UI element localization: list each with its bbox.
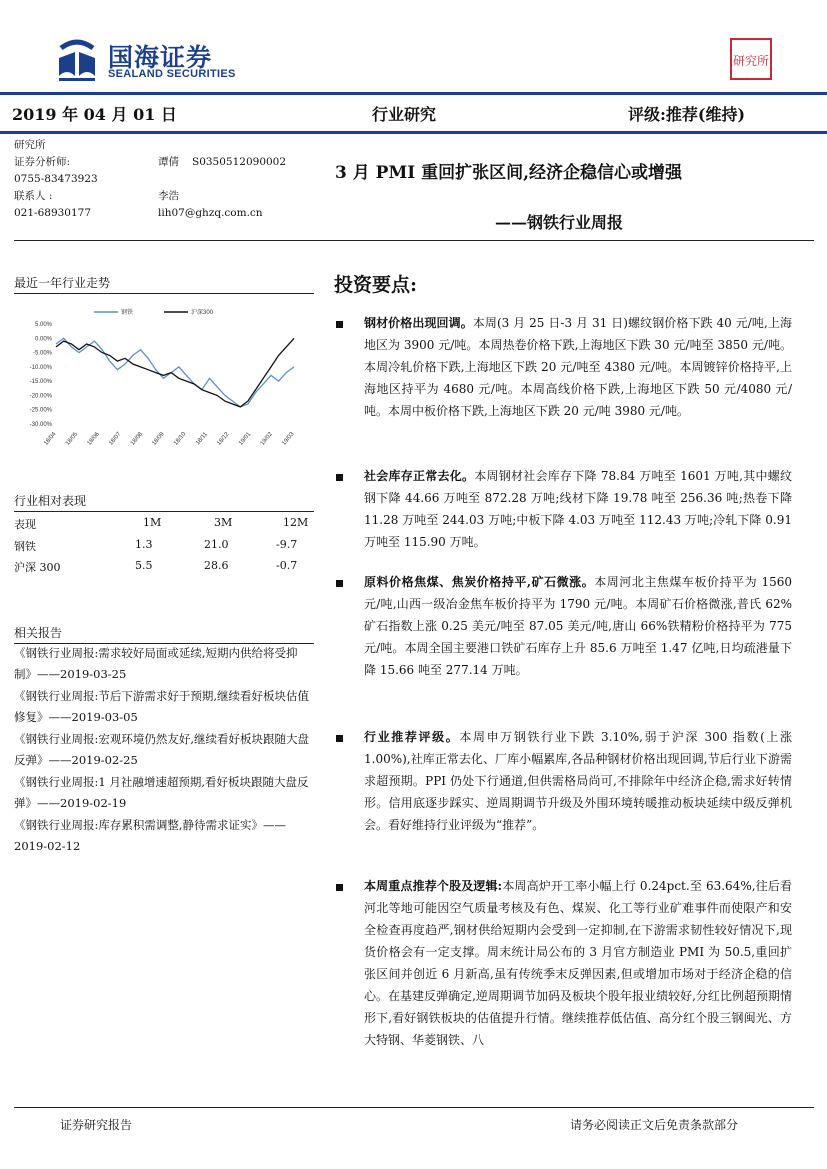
bullet-icon (336, 474, 343, 481)
perf-row-name: 钢铁 (14, 540, 36, 553)
x-tick-label: 18/05 (64, 431, 80, 447)
point-body: 本周高炉开工率小幅上行 0.24pct.至 63.64%,往后看河北等地可能因空气质量考核及有色、煤炭、化工等行业矿难事件而使限产和安全检查再度趋严,钢材供给短期内会受到一定抑制,在下游需求韧性较好情况下,现货价格会有一定支撑。周末统计局公布的 3 月官方制造业 PMI 为 50.5,重回扩张区间并创近 6 月新高,虽有传统季末反弹因素,但或增加市场对于经济企稳的信心。在基建反弹确定,逆周期调节加码及板块个股年报业绩较好,分红比例超预期情形下,看好钢铁板块的估值提升行情。继续推荐低估值、高分红个股三钢闽光、方大特钢、华菱钢铁、八 (364, 879, 792, 1047)
point-body: 本周(3 月 25 日-3 月 31 日)螺纹钢价格下跌 40 元/吨,上海地区为 3900 元/吨。本周热卷价格下跌,上海地区下跌 30 元/吨至 3850 元/吨。本周冷轧价格下跌,上海地区下跌 20 元/吨至 4380 元/吨。本周镀锌价格持平,上海地区持平为 4680 元/吨。本周高线价格下跌,上海地区下跌 50 元/4080 元/吨。本周中板价格下跌,上海地区下跌 20 元/吨 3980 元/吨。 (364, 316, 792, 418)
perf-header-3m: 3M (214, 516, 233, 529)
perf-row-3m: 28.6 (204, 559, 229, 572)
related-item[interactable]: 《钢铁行业周报:1 月社融增速超预期,看好板块跟随大盘反弹》——2019-02-19 (14, 775, 309, 810)
x-tick-label: 19/03 (281, 431, 296, 447)
related-item[interactable]: 《钢铁行业周报:节后下游需求好于预期,继续看好板块估值修复》——2019-03-05 (14, 689, 310, 724)
x-tick-label: 18/09 (151, 431, 166, 447)
analyst-email-2: lih07@ghzq.com.cn (158, 207, 263, 219)
header-bar (0, 92, 827, 134)
analyst-name-1: 谭倩 (158, 156, 179, 168)
legend-label: 沪深300 (191, 310, 214, 316)
related-item[interactable]: 《钢铁行业周报:宏观环境仍然友好,继续看好板块跟随大盘反弹》——2019-02-25 (14, 732, 310, 767)
divider (14, 240, 814, 241)
y-tick-label: 5.00% (34, 322, 52, 328)
sealand-logo-icon (55, 38, 99, 82)
point-lead: 行业推荐评级。 (364, 730, 460, 744)
point-paragraph (364, 726, 792, 836)
bullet-icon (336, 884, 343, 891)
x-tick-label: 18/10 (173, 431, 188, 447)
x-tick-label: 18/06 (86, 431, 101, 447)
x-tick-label: 18/11 (195, 431, 209, 447)
report-date: 2019 年 04 月 01 日 (12, 105, 177, 124)
point-body: 本周河北主焦煤车板价持平为 1560 元/吨,山西一级冶金焦车板价持平为 1790 元/吨。本周矿石价格微涨,普氏 62%矿石指数上涨 0.25 美元/吨至 87.05 美元/吨,唐山 66%铁精粉价格持平为 775 元/吨。本周全国主要港口铁矿石库存上升 85.6 万吨至 1.47 亿吨,日均疏港量下降 15.66 吨至 277.14 万吨。 (364, 575, 792, 677)
trend-heading: 最近一年行业走势 (14, 276, 111, 290)
report-title: 3 月 PMI 重回扩张区间,经济企稳信心或增强 (335, 163, 683, 183)
perf-header-1m: 1M (143, 516, 162, 529)
point-paragraph (364, 312, 792, 422)
point-lead: 本周重点推荐个股及逻辑: (364, 879, 503, 893)
y-tick-label: 0.00% (34, 336, 52, 343)
legend-label: 钢铁 (121, 310, 134, 316)
report-subtitle: ——钢铁行业周报 (495, 213, 624, 232)
related-item[interactable]: 《钢铁行业周报:库存累积需调整,静待需求证实》——2019-02-12 (14, 818, 287, 853)
bullet-icon (336, 735, 343, 742)
trend-chart (14, 298, 314, 463)
x-tick-label: 19/01 (238, 431, 253, 447)
x-tick-label: 18/08 (129, 431, 145, 447)
related-heading: 相关报告 (14, 626, 63, 640)
point-body: 本周申万钢铁行业下跌 3.10%,弱于沪深 300 指数(上涨 1.00%),社库正常去化、厂库小幅累库,各品种钢材价格出现回调,节后行业下游需求超预期。PPI 仍处下行通道,但供需格局尚可,不排除年中经济企稳,需求好转情形。信用底逐步踩实、逆周期调节升级及外围环境转暖推动板块延续中级反弹机会。看好维持行业评级为“推荐”。 (364, 730, 792, 832)
x-tick-label: 19/02 (259, 431, 274, 447)
y-tick-label: -25.00% (29, 407, 52, 414)
perf-header-label: 表现 (14, 518, 36, 531)
bullet-icon (336, 580, 343, 587)
logo-english: SEALAND SECURITIES (108, 68, 236, 80)
perf-divider (14, 511, 314, 512)
analyst-id-1: S0350512090002 (192, 156, 287, 168)
seal-text: 研究所 (732, 54, 770, 68)
y-tick-label: -5.00% (32, 350, 52, 357)
y-tick-label: -15.00% (29, 379, 52, 386)
point-paragraph (364, 465, 792, 553)
point-paragraph (364, 571, 792, 681)
point-paragraph (364, 875, 792, 1051)
report-type: 行业研究 (372, 105, 437, 124)
analyst-phone-1: 0755-83473923 (14, 173, 98, 185)
analyst-role-1: 证券分析师: (14, 156, 71, 168)
perf-row-3m: 21.0 (204, 538, 229, 551)
footer-right: 请务必阅读正文后免责条款部分 (570, 1118, 739, 1132)
point-lead: 钢材价格出现回调。 (364, 316, 473, 330)
x-tick-label: 18/07 (108, 431, 123, 447)
point-lead: 原料价格焦煤、焦炭价格持平,矿石微涨。 (364, 575, 595, 589)
point-lead: 社会库存正常去化。 (364, 469, 475, 483)
analyst-name-2: 李浩 (158, 190, 179, 202)
perf-row-12m: -9.7 (276, 538, 298, 551)
y-tick-label: -30.00% (29, 422, 52, 428)
analyst-phone-2: 021-68930177 (14, 207, 92, 219)
research-seal-icon (730, 38, 772, 80)
x-tick-label: 18/12 (216, 431, 231, 447)
series-line (56, 338, 294, 407)
perf-row-name: 沪深 300 (14, 561, 61, 574)
trend-divider (14, 293, 314, 294)
points-heading: 投资要点: (334, 274, 418, 296)
x-tick-label: 18/04 (43, 431, 58, 447)
perf-row-1m: 5.5 (135, 559, 153, 572)
y-tick-label: -10.00% (29, 364, 52, 371)
bullet-icon (336, 321, 343, 328)
report-rating: 评级:推荐(维持) (628, 105, 746, 124)
perf-row-12m: -0.7 (276, 559, 298, 572)
series-line (56, 338, 294, 407)
analyst-dept: 研究所 (14, 139, 46, 151)
footer-left: 证券研究报告 (60, 1118, 133, 1132)
y-tick-label: -20.00% (29, 393, 52, 400)
related-item[interactable]: 《钢铁行业周报:需求较好局面或延续,短期内供给将受抑制》——2019-03-25 (14, 646, 298, 681)
perf-header-12m: 12M (283, 516, 309, 529)
point-body: 本周钢材社会库存下降 78.84 万吨至 1601 万吨,其中螺纹钢下降 44.66 万吨至 872.28 万吨;线材下降 19.78 吨至 256.36 吨;热卷下降 11.28 万吨至 244.03 万吨;中板下降 4.03 万吨至 112.43 万吨;冷轧下降 0.91 万吨至 115.90 万吨。 (364, 469, 792, 549)
perf-row-1m: 1.3 (135, 538, 153, 551)
perf-heading: 行业相对表现 (14, 494, 87, 508)
footer-divider (14, 1107, 814, 1108)
logo-chinese: 国海证券 (108, 43, 213, 72)
analyst-role-2: 联系人 : (14, 190, 53, 202)
